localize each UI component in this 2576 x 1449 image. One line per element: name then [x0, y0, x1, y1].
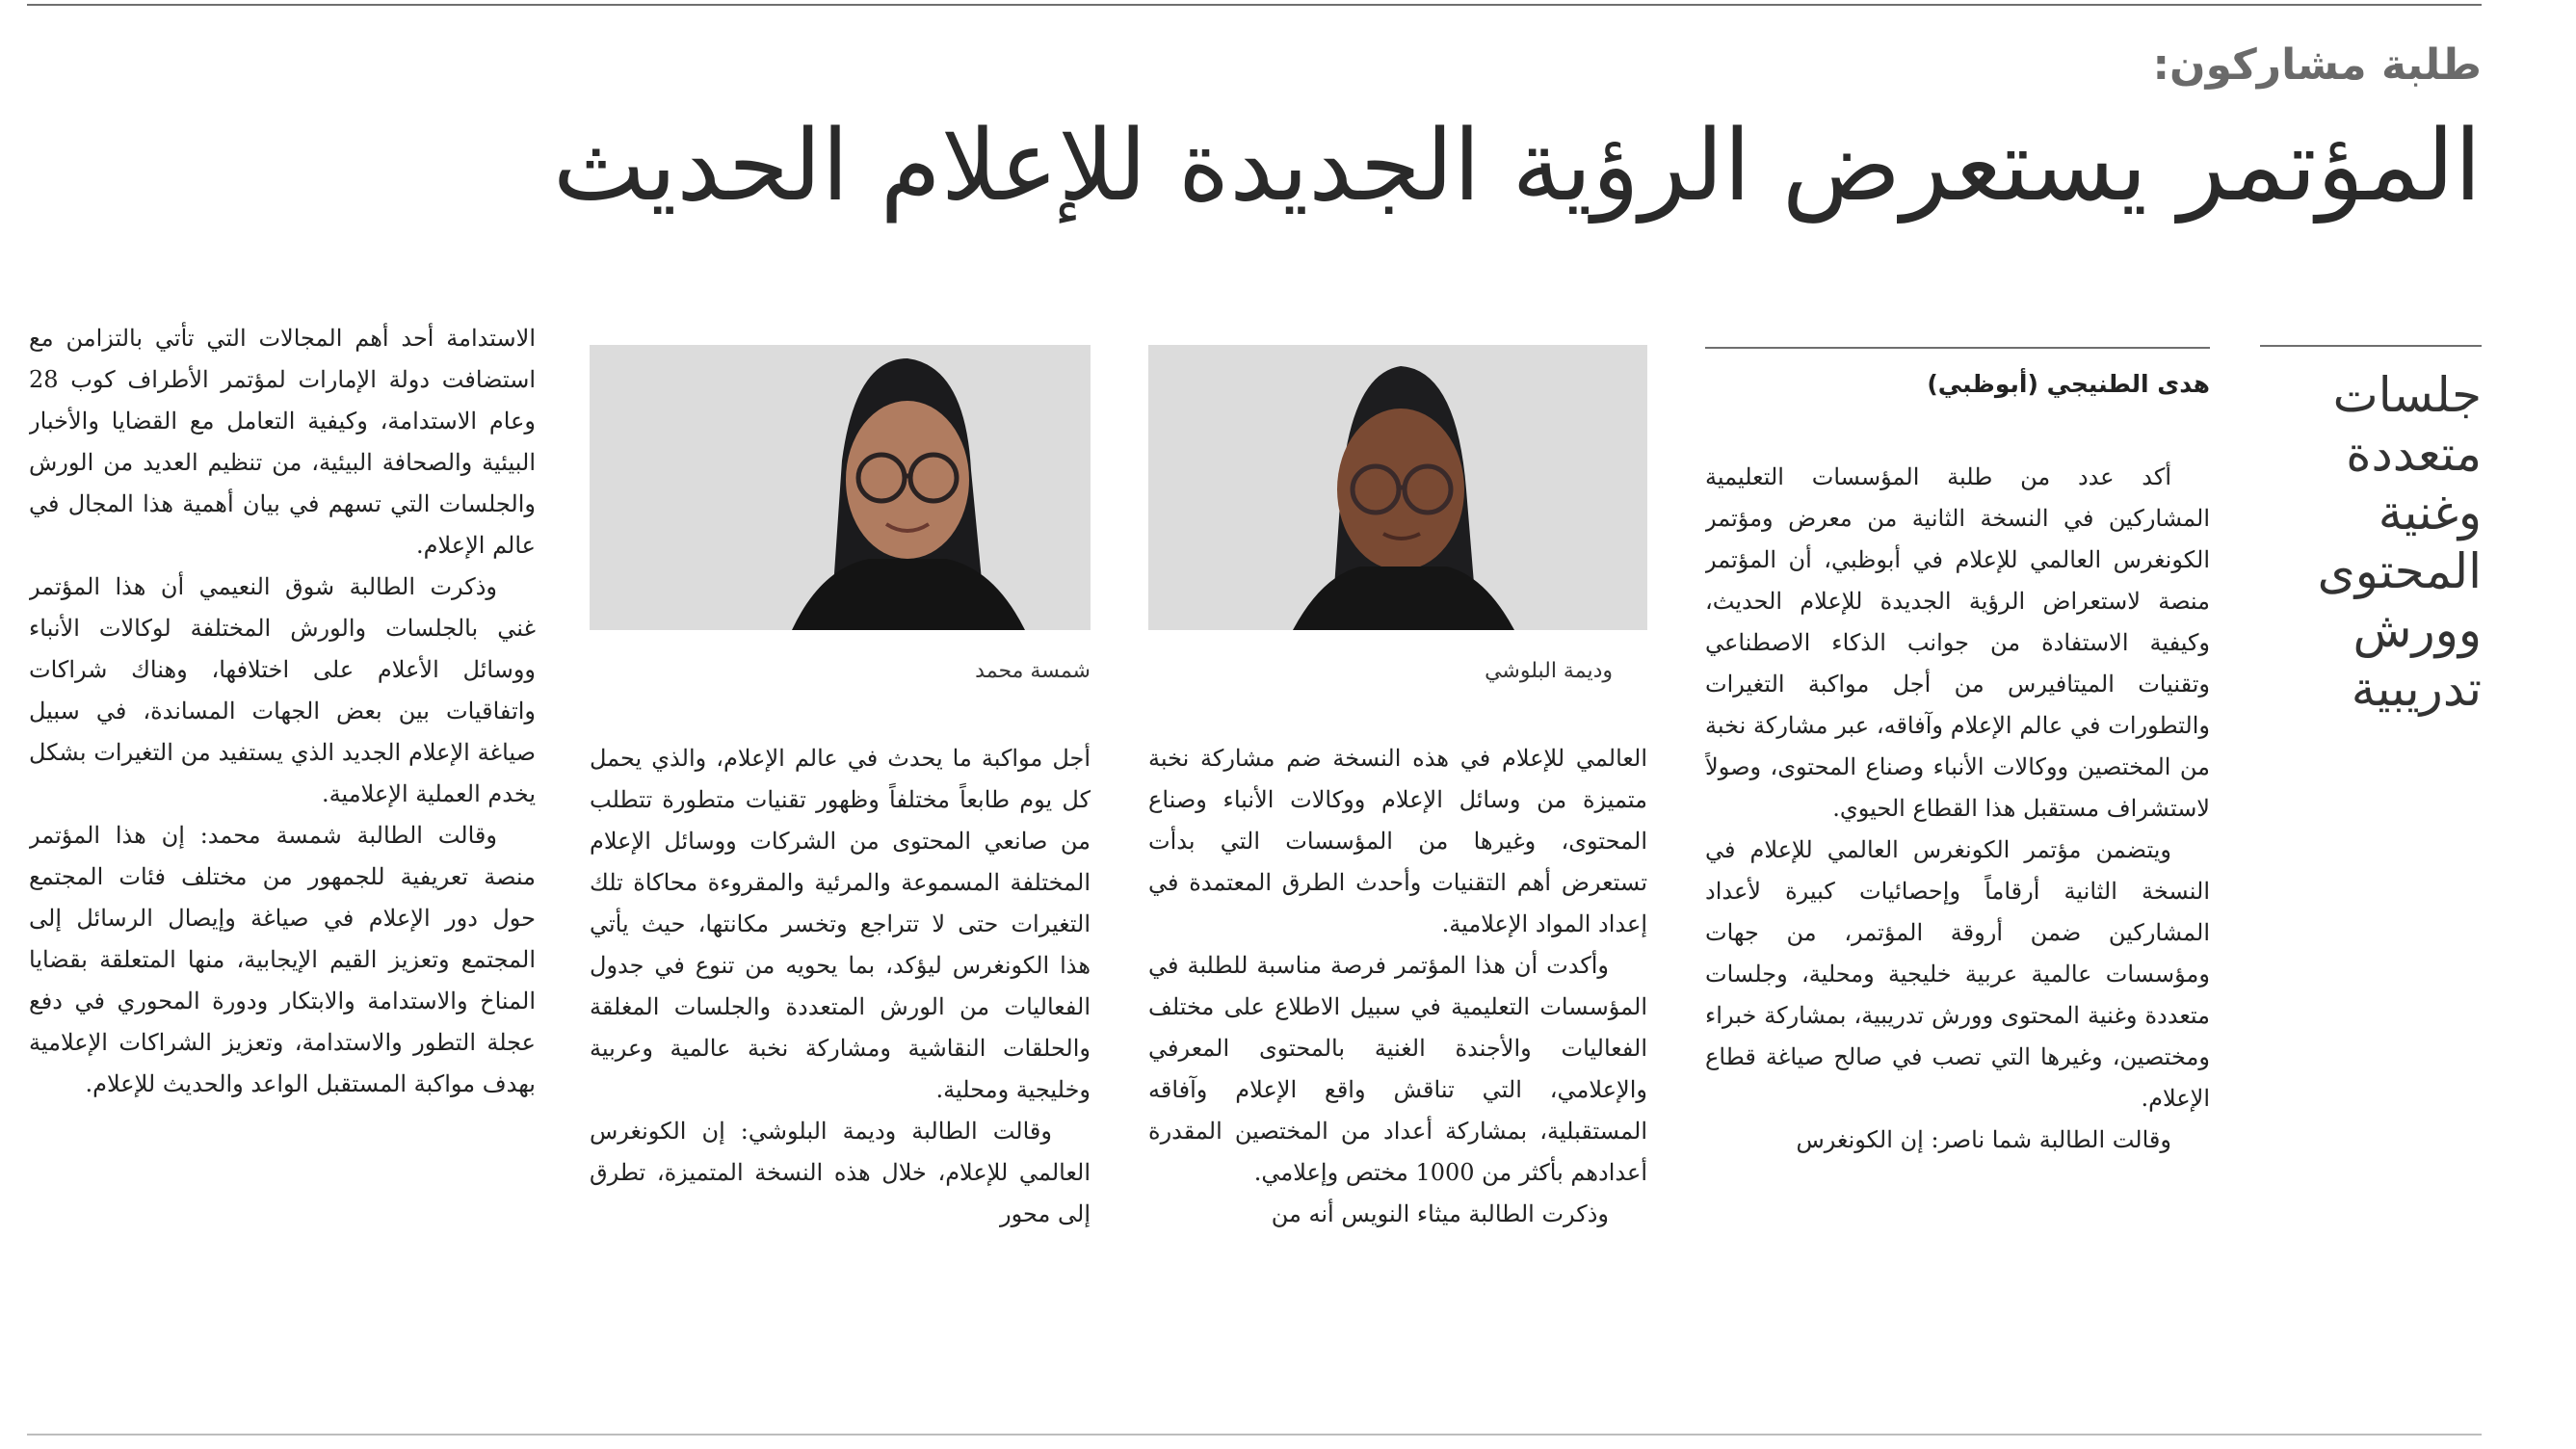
paragraph: وقالت الطالبة وديمة البلوشي: إن الكونغرس العالمي للإعلام، خلال هذه النسخة المتميزة، تطرق إلى محور: [590, 1118, 1091, 1227]
text-column-3: [590, 738, 1091, 1403]
paragraph: وقالت الطالبة شما ناصر: إن الكونغرس: [1796, 1126, 2171, 1153]
paragraph: ويتضمن مؤتمر الكونغرس العالمي للإعلام في النسخة الثانية أرقاماً وإحصائيات كبيرة لأعداد المشاركين ضمن أروقة المؤتمر، من جهات ومؤسسات عالمية عربية خليجية ومحلية، وجلسات متعددة وغنية المحتوى وورش تدريبية، بمشاركة خبراء ومختصين، وغيرها التي تصب في صالح صياغة قطاع الإعلام.: [1705, 836, 2210, 1112]
bottom-rule: [27, 1434, 2482, 1436]
photo-shamsa-mohammed: [590, 345, 1091, 630]
byline-rule: [1705, 347, 2210, 349]
text-column-1: [1705, 457, 2210, 1401]
photo-wadima-albloushi: [1148, 345, 1647, 630]
paragraph: وقالت الطالبة شمسة محمد: إن هذا المؤتمر منصة تعريفية للجمهور من مختلف فئات المجتمع حول دور الإعلام في صياغة وإيصال الرسائل إلى المجتمع وتعزيز القيم الإيجابية، منها المتعلقة بقضايا المناخ والاستدامة والابتكار ودورة المحوري في دفع عجلة التطور والاستدامة، وتعزيز الشراكات الإعلامية بهدف مواكبة المستقبل الواعد والحديث للإعلام.: [29, 822, 536, 1097]
article-headline: المؤتمر يستعرض الرؤية الجديدة للإعلام الحديث: [552, 109, 2482, 224]
article-byline: هدى الطنيجي (أبوظبي): [1927, 370, 2210, 398]
portrait-image: [590, 345, 1091, 630]
text-column-2: [1148, 738, 1647, 1403]
portrait-image: [1148, 345, 1647, 630]
photo-caption-shamsa: شمسة محمد: [975, 659, 1091, 683]
article-kicker: طلبة مشاركون:: [2152, 40, 2482, 90]
text-column-4: [29, 318, 536, 1403]
paragraph: أكد عدد من طلبة المؤسسات التعليمية المشاركين في النسخة الثانية من معرض ومؤتمر الكونغرس العالمي للإعلام في أبوظبي، أن المؤتمر منصة لاستعراض الرؤية الجديدة للإعلام الحديث، وكيفية الاستفادة من جوانب الذكاء الاصطناعي وتقنيات الميتافيرس من أجل مواكبة التغيرات والتطورات في عالم الإعلام وآفاقه، عبر مشاركة نخبة من المختصين ووكالات الأنباء وصناع المحتوى، وصولاً لاستشراف مستقبل هذا القطاع الحيوي.: [1705, 463, 2210, 822]
paragraph: وذكرت الطالبة شوق النعيمي أن هذا المؤتمر غني بالجلسات والورش المختلفة لوكالات الأنباء ووسائل الأعلام على اختلافها، وهناك شراكات واتفاقيات بين بعض الجهات المساندة، في سبيل صياغة الإعلام الجديد الذي يستفيد من التغيرات بشكل يخدم العملية الإعلامية.: [29, 573, 536, 807]
top-rule: [27, 4, 2482, 6]
paragraph: العالمي للإعلام في هذه النسخة ضم مشاركة نخبة متميزة من وسائل الإعلام ووكالات الأنباء وصناع المحتوى، وغيرها من المؤسسات التي بدأت تستعرض أهم التقنيات وأحدث الطرق المعتمدة في إعداد المواد الإعلامية.: [1148, 745, 1647, 937]
photo-caption-wadima: وديمة البلوشي: [1485, 659, 1613, 683]
sidebar-title: جلسات متعددة وغنية المحتوى وورش تدريبية: [2317, 367, 2482, 717]
paragraph: وأكدت أن هذا المؤتمر فرصة مناسبة للطلبة في المؤسسات التعليمية في سبيل الاطلاع على مختلف الفعاليات والأجندة الغنية بالمحتوى المعرفي والإعلامي، التي تناقش واقع الإعلام وآفاقه المستقبلية، بمشاركة أعداد من المختصين المقدرة أعدادهم بأكثر من 1000 مختص وإعلامي.: [1148, 952, 1647, 1186]
sidebar-top-rule: [2260, 345, 2482, 347]
paragraph: أجل مواكبة ما يحدث في عالم الإعلام، والذي يحمل كل يوم طابعاً مختلفاً وظهور تقنيات متطورة تتطلب من صانعي المحتوى من الشركات ووسائل الإعلام المختلفة المسموعة والمرئية والمقروءة محاكاة تلك التغيرات حتى لا تتراجع وتخسر مكانتها، حيث يأتي هذا الكونغرس ليؤكد، بما يحويه من تنوع في جدول الفعاليات من الورش المتعددة والجلسات المغلقة والحلقات النقاشية ومشاركة نخبة عالمية وعربية وخليجية ومحلية.: [590, 745, 1091, 1103]
paragraph: وذكرت الطالبة ميثاء النويس أنه من: [1271, 1200, 1609, 1227]
paragraph: الاستدامة أحد أهم المجالات التي تأتي بالتزامن مع استضافت دولة الإمارات لمؤتمر الأطراف كوب 28 وعام الاستدامة، وكيفية التعامل مع القضايا والأخبار البيئية والصحافة البيئية، من تنظيم العديد من الورش والجلسات التي تسهم في بيان أهمية هذا المجال في عالم الإعلام.: [29, 325, 536, 559]
